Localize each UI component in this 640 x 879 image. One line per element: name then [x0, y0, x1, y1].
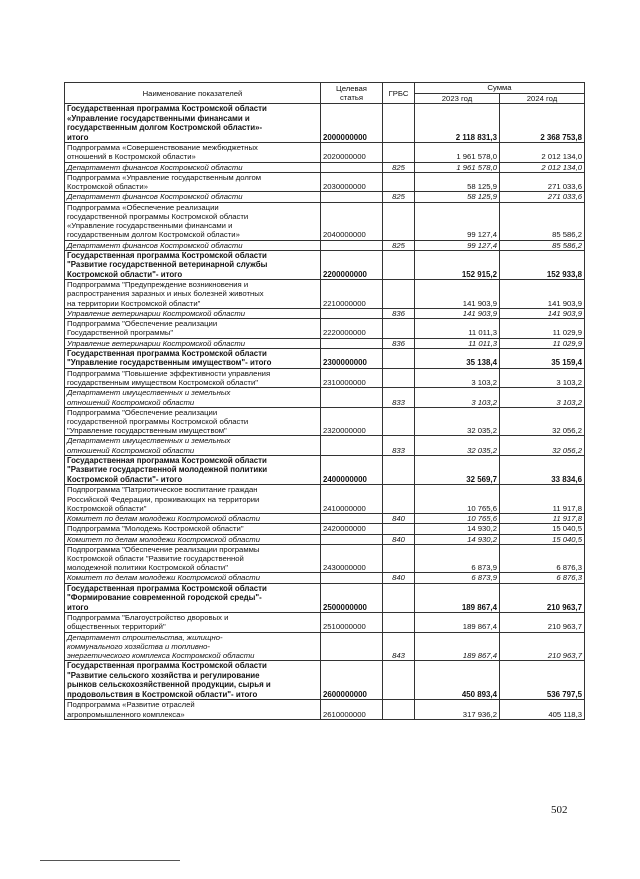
- row-sum-2024: 536 797,5: [500, 661, 585, 700]
- row-name: Подпрограмма «Обеспечение реализации государственной программы Костромской области «Управление государственными финансами и государственным долгом Костромской области»: [65, 202, 321, 240]
- row-name: Государственная программа Костромской области "Управление государственным имуществом"- итого: [65, 348, 321, 368]
- row-target-code: 2200000000: [321, 250, 383, 279]
- row-sum-2023: 14 930,2: [415, 524, 500, 534]
- row-sum-2024: 85 586,2: [500, 202, 585, 240]
- row-sum-2024: 33 834,6: [500, 455, 585, 484]
- row-name: Комитет по делам молодежи Костромской области: [65, 534, 321, 544]
- footer-rule: [40, 860, 180, 861]
- row-sum-2024: 32 056,2: [500, 436, 585, 455]
- subprogram-row: [65, 172, 585, 191]
- row-target-code: [321, 240, 383, 250]
- row-target-code: 2410000000: [321, 485, 383, 514]
- row-sum-2024: 3 103,2: [500, 388, 585, 407]
- row-sum-2024: 11 029,9: [500, 338, 585, 348]
- row-grbs: [383, 250, 415, 279]
- row-grbs: 825: [383, 192, 415, 202]
- row-sum-2023: 6 873,9: [415, 573, 500, 583]
- department-row: [65, 240, 585, 250]
- row-name: Подпрограмма «Развитие отраслей агропромышленного комплекса»: [65, 700, 321, 719]
- row-grbs: [383, 544, 415, 573]
- row-sum-2023: 32 569,7: [415, 455, 500, 484]
- department-row: [65, 573, 585, 583]
- row-target-code: [321, 388, 383, 407]
- program-row: [65, 104, 585, 143]
- row-sum-2023: 32 035,2: [415, 436, 500, 455]
- row-grbs: 836: [383, 338, 415, 348]
- department-row: [65, 514, 585, 524]
- row-sum-2024: 11 917,8: [500, 514, 585, 524]
- row-sum-2024: 6 876,3: [500, 544, 585, 573]
- row-target-code: 2400000000: [321, 455, 383, 484]
- row-grbs: [383, 143, 415, 162]
- row-target-code: [321, 308, 383, 318]
- row-sum-2024: 210 963,7: [500, 613, 585, 632]
- row-grbs: [383, 661, 415, 700]
- program-row: [65, 661, 585, 700]
- row-sum-2024: 210 963,7: [500, 632, 585, 661]
- row-sum-2023: 99 127,4: [415, 202, 500, 240]
- row-sum-2024: 6 876,3: [500, 573, 585, 583]
- row-target-code: 2030000000: [321, 172, 383, 191]
- subprogram-row: [65, 407, 585, 436]
- row-grbs: 836: [383, 308, 415, 318]
- department-row: [65, 388, 585, 407]
- subprogram-row: [65, 319, 585, 338]
- row-sum-2023: 2 118 831,3: [415, 104, 500, 143]
- program-row: [65, 250, 585, 279]
- row-name: Государственная программа Костромской области "Развитие государственной молодежной политики Костромской области"- итого: [65, 455, 321, 484]
- row-grbs: [383, 319, 415, 338]
- row-sum-2023: 35 138,4: [415, 348, 500, 368]
- row-name: Департамент финансов Костромской области: [65, 162, 321, 172]
- row-sum-2024: 35 159,4: [500, 348, 585, 368]
- department-row: [65, 192, 585, 202]
- row-sum-2024: 152 933,8: [500, 250, 585, 279]
- row-name: Подпрограмма "Обеспечение реализации программы Костромской области "Развитие государственной молодежной политики Костромской области": [65, 544, 321, 573]
- row-sum-2023: 58 125,9: [415, 192, 500, 202]
- row-sum-2023: 3 103,2: [415, 368, 500, 387]
- row-sum-2023: 11 011,3: [415, 338, 500, 348]
- row-sum-2023: 58 125,9: [415, 172, 500, 191]
- department-row: [65, 534, 585, 544]
- header-code: Целевая статья: [321, 83, 383, 104]
- subprogram-row: [65, 613, 585, 632]
- subprogram-row: [65, 368, 585, 387]
- row-sum-2023: 10 765,6: [415, 514, 500, 524]
- row-name: Управление ветеринарии Костромской области: [65, 308, 321, 318]
- row-sum-2024: 2 368 753,8: [500, 104, 585, 143]
- row-name: Подпрограмма "Предупреждение возникновения и распространения заразных и иных болезней животных на территории Костромской области": [65, 280, 321, 309]
- row-grbs: [383, 455, 415, 484]
- row-grbs: [383, 348, 415, 368]
- row-name: Государственная программа Костромской области "Развитие государственной ветеринарной службы Костромской области"- итого: [65, 250, 321, 279]
- row-grbs: [383, 407, 415, 436]
- row-sum-2023: 450 893,4: [415, 661, 500, 700]
- row-sum-2024: 405 118,3: [500, 700, 585, 719]
- row-sum-2023: 1 961 578,0: [415, 143, 500, 162]
- row-target-code: 2210000000: [321, 280, 383, 309]
- subprogram-row: [65, 485, 585, 514]
- table-body: [65, 104, 585, 720]
- row-target-code: [321, 573, 383, 583]
- row-sum-2024: 141 903,9: [500, 308, 585, 318]
- row-sum-2023: 189 867,4: [415, 613, 500, 632]
- row-name: Департамент строительства, жилищно- коммунального хозяйства и топливно- энергетического комплекса Костромской области: [65, 632, 321, 661]
- row-sum-2024: 32 056,2: [500, 407, 585, 436]
- department-row: [65, 308, 585, 318]
- row-sum-2023: 152 915,2: [415, 250, 500, 279]
- row-sum-2023: 317 936,2: [415, 700, 500, 719]
- row-target-code: 2420000000: [321, 524, 383, 534]
- row-target-code: 2430000000: [321, 544, 383, 573]
- row-target-code: [321, 338, 383, 348]
- row-target-code: [321, 632, 383, 661]
- row-target-code: [321, 162, 383, 172]
- row-target-code: [321, 514, 383, 524]
- row-grbs: 833: [383, 388, 415, 407]
- row-target-code: 2510000000: [321, 613, 383, 632]
- row-name: Управление ветеринарии Костромской области: [65, 338, 321, 348]
- row-grbs: [383, 368, 415, 387]
- row-sum-2023: 3 103,2: [415, 388, 500, 407]
- header-sum: Сумма: [415, 83, 585, 94]
- row-target-code: 2600000000: [321, 661, 383, 700]
- row-sum-2023: 99 127,4: [415, 240, 500, 250]
- row-name: Подпрограмма "Обеспечение реализации государственной программы Костромской области "Управление государственным имуществом": [65, 407, 321, 436]
- row-sum-2023: 189 867,4: [415, 583, 500, 612]
- row-grbs: 833: [383, 436, 415, 455]
- row-grbs: 825: [383, 240, 415, 250]
- row-grbs: 840: [383, 514, 415, 524]
- row-grbs: 840: [383, 534, 415, 544]
- row-name: Подпрограмма "Молодежь Костромской области": [65, 524, 321, 534]
- row-sum-2024: 15 040,5: [500, 534, 585, 544]
- row-sum-2023: 32 035,2: [415, 407, 500, 436]
- header-grbs: ГРБС: [383, 83, 415, 104]
- row-target-code: 2220000000: [321, 319, 383, 338]
- row-sum-2024: 11 917,8: [500, 485, 585, 514]
- row-sum-2023: 189 867,4: [415, 632, 500, 661]
- row-sum-2023: 14 930,2: [415, 534, 500, 544]
- program-row: [65, 583, 585, 612]
- row-name: Департамент имущественных и земельных отношений Костромской области: [65, 436, 321, 455]
- budget-table: [64, 82, 585, 720]
- row-name: Подпрограмма "Обеспечение реализации Государственной программы": [65, 319, 321, 338]
- row-sum-2023: 11 011,3: [415, 319, 500, 338]
- row-sum-2023: 1 961 578,0: [415, 162, 500, 172]
- row-sum-2023: 6 873,9: [415, 544, 500, 573]
- subprogram-row: [65, 524, 585, 534]
- row-target-code: 2500000000: [321, 583, 383, 612]
- row-target-code: 2610000000: [321, 700, 383, 719]
- row-target-code: [321, 436, 383, 455]
- row-grbs: [383, 583, 415, 612]
- row-name: Комитет по делам молодежи Костромской области: [65, 514, 321, 524]
- row-sum-2024: 141 903,9: [500, 280, 585, 309]
- row-name: Департамент финансов Костромской области: [65, 192, 321, 202]
- header-year-2024: 2024 год: [500, 94, 585, 104]
- row-grbs: [383, 524, 415, 534]
- row-grbs: [383, 613, 415, 632]
- row-name: Департамент финансов Костромской области: [65, 240, 321, 250]
- row-grbs: 843: [383, 632, 415, 661]
- subprogram-row: [65, 700, 585, 719]
- row-sum-2024: 210 963,7: [500, 583, 585, 612]
- row-name: Комитет по делам молодежи Костромской области: [65, 573, 321, 583]
- row-name: Подпрограмма "Патриотическое воспитание граждан Российской Федерации, проживающих на территории Костромской области": [65, 485, 321, 514]
- table-header: [65, 83, 585, 104]
- row-name: Подпрограмма «Управление государственным долгом Костромской области»: [65, 172, 321, 191]
- program-row: [65, 455, 585, 484]
- row-target-code: 2320000000: [321, 407, 383, 436]
- row-grbs: [383, 202, 415, 240]
- row-sum-2024: 2 012 134,0: [500, 162, 585, 172]
- subprogram-row: [65, 202, 585, 240]
- row-grbs: 840: [383, 573, 415, 583]
- row-sum-2024: 3 103,2: [500, 368, 585, 387]
- row-target-code: 2040000000: [321, 202, 383, 240]
- row-grbs: [383, 700, 415, 719]
- row-target-code: 2000000000: [321, 104, 383, 143]
- row-grbs: [383, 280, 415, 309]
- row-target-code: 2300000000: [321, 348, 383, 368]
- row-target-code: 2020000000: [321, 143, 383, 162]
- row-sum-2024: 271 033,6: [500, 192, 585, 202]
- row-grbs: [383, 104, 415, 143]
- row-grbs: [383, 172, 415, 191]
- header-year-2023: 2023 год: [415, 94, 500, 104]
- department-row: [65, 162, 585, 172]
- row-sum-2024: 271 033,6: [500, 172, 585, 191]
- subprogram-row: [65, 143, 585, 162]
- row-sum-2024: 85 586,2: [500, 240, 585, 250]
- department-row: [65, 338, 585, 348]
- row-target-code: [321, 192, 383, 202]
- row-sum-2024: 11 029,9: [500, 319, 585, 338]
- row-target-code: [321, 534, 383, 544]
- subprogram-row: [65, 280, 585, 309]
- subprogram-row: [65, 544, 585, 573]
- row-target-code: 2310000000: [321, 368, 383, 387]
- row-sum-2024: 2 012 134,0: [500, 143, 585, 162]
- row-name: Подпрограмма "Благоустройство дворовых и общественных территорий": [65, 613, 321, 632]
- department-row: [65, 632, 585, 661]
- row-name: Государственная программа Костромской области «Управление государственными финансами и государственным долгом Костромской области»- итого: [65, 104, 321, 143]
- row-name: Подпрограмма «Совершенствование межбюджетных отношений в Костромской области»: [65, 143, 321, 162]
- row-sum-2023: 141 903,9: [415, 308, 500, 318]
- row-name: Подпрограмма "Повышение эффективности управления государственным имуществом Костромской области": [65, 368, 321, 387]
- row-name: Департамент имущественных и земельных отношений Костромской области: [65, 388, 321, 407]
- department-row: [65, 436, 585, 455]
- row-name: Государственная программа Костромской области "Формирование современной городской среды"- итого: [65, 583, 321, 612]
- row-sum-2023: 141 903,9: [415, 280, 500, 309]
- row-sum-2023: 10 765,6: [415, 485, 500, 514]
- row-name: Государственная программа Костромской области "Развитие сельского хозяйства и регулирование рынков сельскохозяйственной продукции, сырья и продовольствия в Костромской области"- итого: [65, 661, 321, 700]
- row-sum-2024: 15 040,5: [500, 524, 585, 534]
- program-row: [65, 348, 585, 368]
- row-grbs: [383, 485, 415, 514]
- header-name: Наименование показателей: [65, 83, 321, 104]
- page-number: 502: [551, 804, 568, 816]
- row-grbs: 825: [383, 162, 415, 172]
